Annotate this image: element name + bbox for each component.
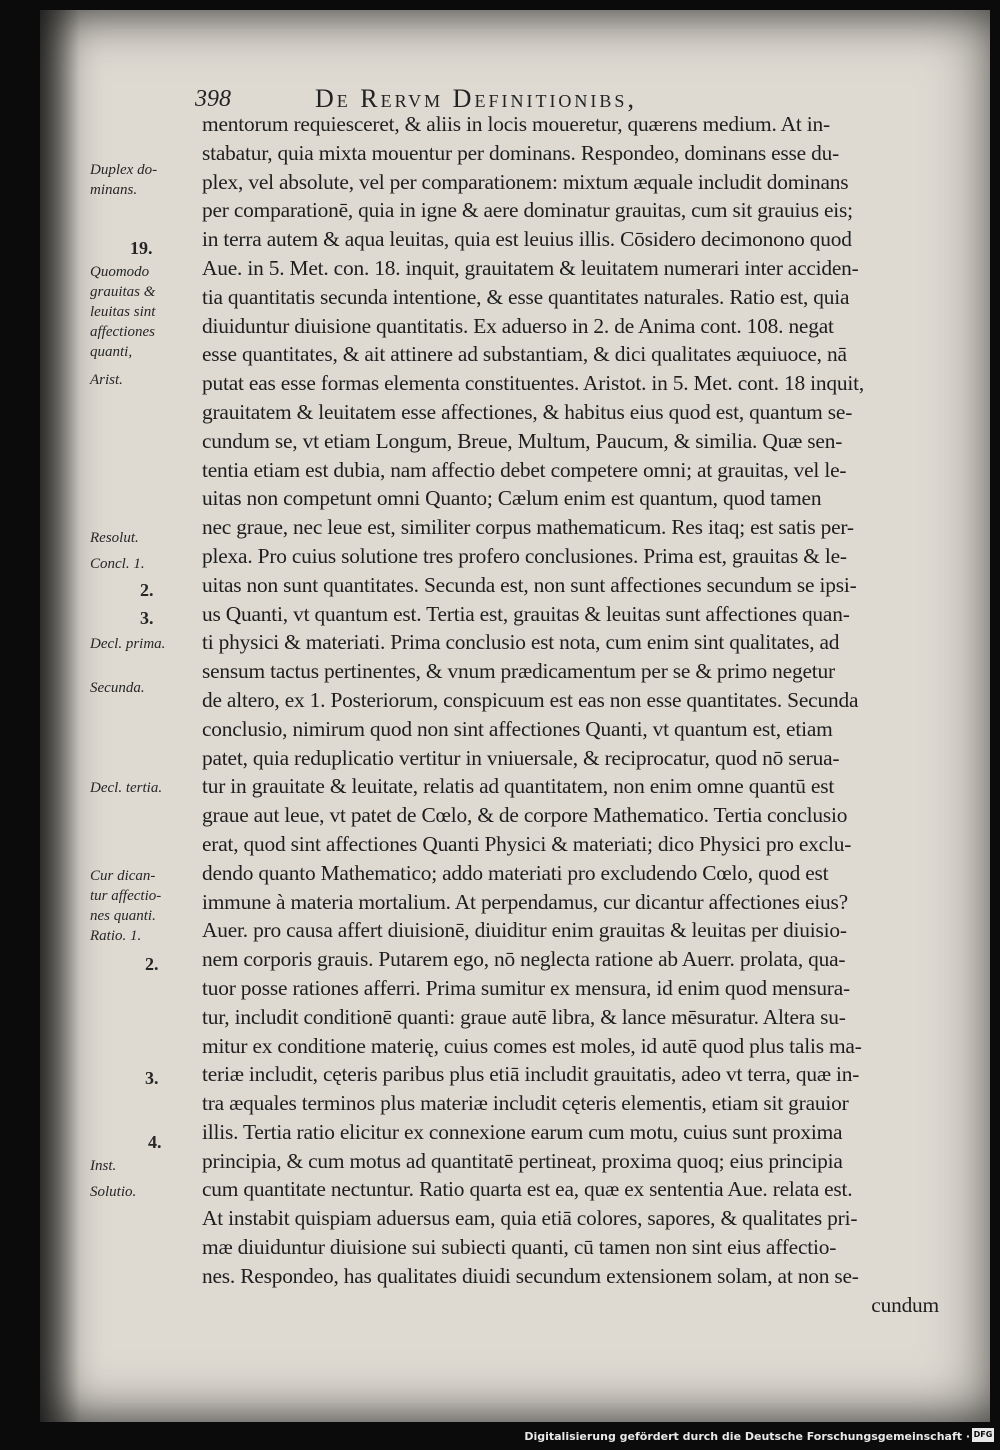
text-line: nes. Respondeo, has qualitates diuidi secundum extensionem solam, at non se-: [202, 1263, 859, 1288]
text-line: stabatur, quia mixta mouentur per dominans. Respondeo, dominans esse du-: [202, 140, 840, 165]
text-line: graue aut leue, vt patet de Cœlo, & de corpore Mathematico. Tertia conclusio: [202, 803, 848, 828]
margin-note: Decl. tertia.: [90, 780, 163, 796]
text-line: mitur ex conditione materię, cuius comes est moles, id autē quod plus talis ma-: [202, 1033, 862, 1058]
book-page: [40, 10, 990, 1422]
margin-note: Concl. 1.: [90, 556, 145, 572]
text-line: mæ diuiduntur diuisione sui subiecti quanti, cū tamen non sint eius affectio-: [202, 1235, 837, 1260]
text-line: uitas non sunt quantitates. Secunda est, non sunt affectiones secundum se ipsi-: [202, 572, 857, 597]
footer-bar: [0, 1422, 1000, 1450]
margin-note-number: 4.: [148, 1132, 162, 1152]
text-line: patet, quia reduplicatio vertitur in vniuersale, & reciprocatur, quod nō serua-: [202, 745, 840, 770]
text-line: dendo quanto Mathematico; addo materiati pro excludendo Cœlo, quod est: [202, 860, 829, 885]
text-line: plexa. Pro cuius solutione tres profero conclusiones. Prima est, grauitas & le-: [202, 543, 847, 568]
running-title: De Rervm Definitionibs,: [315, 84, 637, 113]
text-line: tur in grauitate & leuitate, relatis ad quantitatem, non enim omne quantū est: [202, 774, 835, 799]
margin-note: Secunda.: [90, 680, 145, 696]
text-line: de altero, ex 1. Posteriorum, conspicuum est eas non esse quantitates. Secunda: [202, 687, 859, 712]
margin-note: Quomodo: [90, 264, 150, 280]
text-line: At instabit quispiam aduersus eam, quia etiā colores, sapores, & qualitates pri-: [202, 1206, 858, 1231]
margin-note: Decl. prima.: [90, 636, 166, 652]
text-line: Auer. pro causa affert diuisionē, diuiditur enim grauitas & leuitas per diuisio-: [202, 918, 847, 943]
margin-note-number: 3.: [145, 1068, 159, 1088]
margin-note: Solutio.: [90, 1184, 137, 1200]
margin-note: quanti,: [90, 344, 133, 360]
margin-note: Inst.: [90, 1158, 117, 1174]
text-line: plex, vel absolute, vel per comparationem: mixtum æquale includit dominans: [202, 169, 849, 194]
margin-note: Arist.: [90, 372, 123, 388]
text-line: in terra autem & aqua leuitas, quia est leuius illis. Cōsidero decimonono quod: [202, 227, 852, 252]
text-line: conclusio, nimirum quod non sint affectiones Quanti, vt quantum est, etiam: [202, 716, 833, 741]
dfg-logo: DFG: [972, 1428, 994, 1442]
text-line: nec graue, nec leue est, similiter corpus mathematicum. Res itaq; est satis per-: [202, 515, 854, 540]
text-line: putat eas esse formas elementa constituentes. Aristot. in 5. Met. cont. 18 inquit,: [202, 371, 865, 396]
text-line: esse quantitates, & ait attinere ad substantiam, & dici qualitates æquiuoce, nā: [202, 342, 847, 367]
text-line: tuor posse rationes afferri. Prima sumitur ex mensura, id enim quod mensura-: [202, 975, 850, 1000]
text-line: tra æquales terminos plus materiæ includit cęteris elementis, etiam sit grauior: [202, 1091, 849, 1116]
margin-note: tur affectio-: [90, 888, 162, 904]
margin-note-number: 19.: [130, 238, 153, 258]
text-line: erat, quod sint affectiones Quanti Physici & materiati; dico Physici pro exclu-: [202, 831, 852, 856]
text-line: tentia etiam est dubia, nam affectio debet competere omni; at grauitas, vel le-: [202, 457, 847, 482]
text-line: cundum se, vt etiam Longum, Breue, Multum, Paucum, & similia. Quæ sen-: [202, 428, 843, 453]
margin-note: grauitas &: [90, 284, 156, 300]
text-line: ti physici & materiati. Prima conclusio est nota, cum enim sint qualitates, ad: [202, 630, 840, 655]
margin-note: leuitas sint: [90, 304, 156, 320]
text-line: us Quanti, vt quantum est. Tertia est, grauitas & leuitas sunt affectiones quan-: [202, 601, 850, 626]
text-line: grauitatem & leuitatem esse affectiones, & habitus eius quod est, quantum se-: [202, 399, 853, 424]
text-line: Aue. in 5. Met. con. 18. inquit, grauitatem & leuitatem numerari inter acciden-: [202, 255, 859, 280]
margin-note: nes quanti.: [90, 908, 156, 924]
text-line: diuiduntur diuisione quantitatis. Ex aduerso in 2. de Anima cont. 108. negat: [202, 313, 834, 338]
margin-note: minans.: [90, 182, 138, 198]
text-line: teriæ includit, cęteris paribus plus etiā includit grauitatis, adeo vt terra, quæ in-: [202, 1062, 860, 1087]
page-number: 398: [195, 86, 231, 112]
text-line: illis. Tertia ratio elicitur ex connexione earum cum motu, cuius sunt proxima: [202, 1119, 843, 1144]
funding-credit: Digitalisierung gefördert durch die Deutsche Forschungsgemeinschaft ·: [524, 1430, 970, 1443]
text-line: principia, & cum motus ad quantitatē pertineat, proxima quoq; eius principia: [202, 1148, 843, 1173]
text-line: tia quantitatis secunda intentione, & esse quantitates naturales. Ratio est, quia: [202, 284, 850, 309]
margin-note: Ratio. 1.: [90, 928, 142, 944]
text-line: sensum tactus pertinentes, & vnum prædicamentum per se & primo negetur: [202, 659, 835, 684]
margin-note: Resolut.: [90, 530, 139, 546]
text-line: uitas non competunt omni Quanto; Cælum enim est quantum, quod tamen: [202, 486, 822, 511]
margin-note-number: 2.: [140, 580, 154, 600]
margin-note: affectiones: [90, 324, 155, 340]
margin-note: Duplex do-: [90, 162, 158, 178]
text-line: cum quantitate nectuntur. Ratio quarta est ea, quæ ex sententia Aue. relata est.: [202, 1177, 853, 1202]
margin-note: Cur dican-: [90, 868, 156, 884]
text-line: immune à materia mortalium. At perpendamus, cur dicantur affectiones eius?: [202, 889, 848, 914]
text-line: nem corporis grauis. Putarem ego, nō neglecta ratione ab Auerr. prolata, qua-: [202, 947, 846, 972]
text-line: tur, includit conditionē quanti: graue autē libra, & lance mēsuratur. Altera su-: [202, 1004, 846, 1029]
catchword: cundum: [871, 1292, 939, 1317]
text-line: per comparationē, quia in igne & aere dominatur grauitas, cum sit grauius eis;: [202, 198, 853, 223]
body-text: [202, 110, 947, 1319]
margin-note-number: 3.: [140, 608, 154, 628]
margin-note-number: 2.: [145, 954, 159, 974]
text-line: mentorum requiesceret, & aliis in locis moueretur, quærens medium. At in-: [202, 112, 830, 136]
